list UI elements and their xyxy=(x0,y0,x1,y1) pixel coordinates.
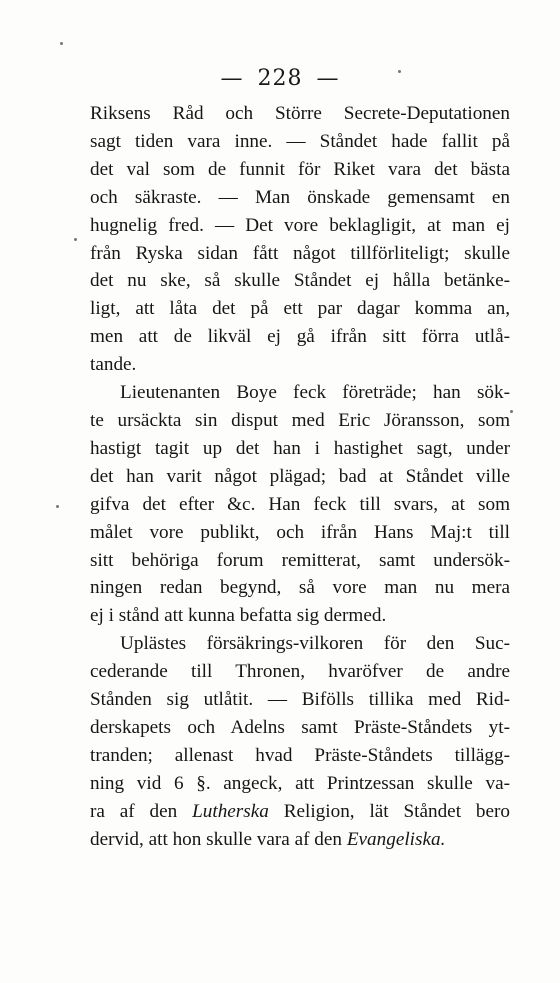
paragraph-3 xyxy=(90,630,510,853)
paper-speck xyxy=(74,238,77,241)
body-text xyxy=(90,100,510,853)
header-right-dash: — xyxy=(316,66,340,91)
text-line: ningen redan begynd, så vore man nu mera xyxy=(90,577,510,599)
text-line: Uplästes försäkrings-vilkoren för den Suc- xyxy=(120,633,510,655)
text-line: sitt behöriga forum remitterat, samt undersök- xyxy=(90,549,510,571)
text-line: men att de likväl ej gå ifrån sitt förra utlå- xyxy=(90,326,510,348)
text-line: det val som de funnit för Riket vara det bästa xyxy=(90,158,510,180)
paper-speck xyxy=(60,42,63,45)
text-line: hastigt tagit up det han i hastighet sagt, under xyxy=(90,437,510,459)
text-line: tande. xyxy=(90,354,137,376)
text-line: det nu ske, så skulle Ståndet ej hålla betänke- xyxy=(90,270,510,292)
text-line: från Ryska sidan fått något tillförliteligt; skulle xyxy=(90,242,510,264)
text-line: målet vore publikt, och ifrån Hans Maj:t till xyxy=(90,521,510,543)
text-line: och säkraste. — Man önskade gemensamt en xyxy=(90,186,510,208)
page-header xyxy=(0,66,560,91)
paper-speck xyxy=(56,505,59,508)
text-line: cederande till Thronen, hvaröfver de andre xyxy=(90,661,510,683)
text-line: Lieutenanten Boye feck företräde; han sök- xyxy=(120,382,510,404)
text-line: te ursäckta sin disput med Eric Jöransson, som xyxy=(90,409,510,431)
text-line xyxy=(90,798,510,826)
text-line: gifva det efter &c. Han feck till svars, at som xyxy=(90,493,510,515)
text-line: Riksens Råd och Större Secrete-Deputationen xyxy=(90,103,510,124)
paper-speck xyxy=(510,410,513,413)
text-segment: Religion, lät Ståndet bero xyxy=(268,800,510,822)
italic-term-lutherska: Lutherska xyxy=(192,800,269,822)
text-line: tranden; allenast hvad Präste-Ståndets tillägg- xyxy=(90,744,510,766)
text-line: ligt, att låta det på ett par dagar komma an, xyxy=(90,298,510,320)
paper-speck xyxy=(398,70,401,73)
text-line: ej i stånd att kunna befatta sig dermed. xyxy=(90,605,387,627)
text-line: Stånden sig utlåtit. — Bifölls tillika med Rid- xyxy=(90,689,510,711)
text-line: det han varit något plägad; bad at Ståndet ville xyxy=(90,465,510,487)
header-left-dash: — xyxy=(220,66,244,91)
italic-term-evangeliska: Evangeliska. xyxy=(346,828,446,850)
text-line: hugnelig fred. — Det vore beklagligit, at man ej xyxy=(90,214,510,236)
paragraph-2 xyxy=(90,379,510,630)
text-line: derskapets och Adelns samt Präste-Ståndets yt- xyxy=(90,716,510,738)
text-line: ning vid 6 §. angeck, att Printzessan skulle va- xyxy=(90,772,510,794)
paragraph-1 xyxy=(90,100,510,379)
page-number: 228 xyxy=(257,66,303,91)
text-line: sagt tiden vara inne. — Ståndet hade fallit på xyxy=(90,130,510,152)
text-segment: ra af den xyxy=(90,800,193,822)
text-line xyxy=(90,826,510,854)
text-segment: dervid, att hon skulle vara af den xyxy=(90,828,347,850)
